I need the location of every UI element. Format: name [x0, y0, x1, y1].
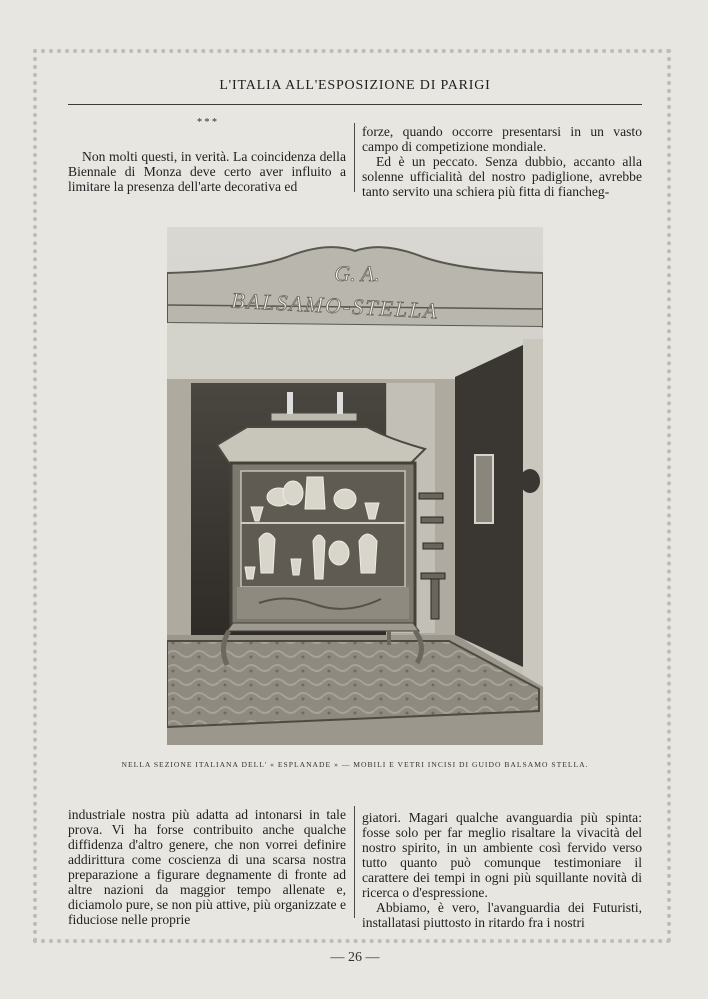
paragraph-opening: Non molti questi, in verità. La coincidenza della Biennale di Monza deve certo aver influito a limitare la presenza dell'arte decorativa ed [68, 149, 346, 194]
paragraph-peccato: Ed è un peccato. Senza dubbio, accanto alla solenne ufficialità del nostro padiglione, avrebbe tanto servito una schiera più fitta di fiancheg- [362, 154, 642, 199]
bottom-right-column [362, 810, 642, 930]
paragraph-abbiamo: Abbiamo, è vero, l'avanguardia dei Futuristi, installatasi piuttosto in ritardo fra i nostri [362, 900, 642, 930]
sign-name: BALSAMO-STELLA [230, 287, 440, 324]
paragraph-giatori: giatori. Magari qualche avanguardia più spinta: fosse solo per far meglio risaltare la vivacità del nostro spirito, in un ambiente così fervido verso tutto quanto può comunque testimoniare il carattere dei tempi in ogni più squillante novità di ricerca o d'espressione. [362, 810, 642, 900]
exhibit-photograph [167, 227, 543, 745]
asterism: * * * [197, 117, 217, 128]
bottom-left-column [68, 807, 346, 927]
paragraph-continuation: forze, quando occorre presentarsi in un vasto campo di competizione mondiale. [362, 124, 642, 154]
running-header: L'ITALIA ALL'ESPOSIZIONE DI PARIGI [219, 78, 491, 93]
header-rule [68, 104, 642, 105]
paragraph-industriale: industriale nostra più adatta ad intonarsi in tale prova. Vi ha forse contribuito anche qualche diffidenza d'altro genere, che non vorrei definire addirittura come coscienza di una scarsa nostra preparazione a figurare degnamente di fronte ad altre nazioni da maggior tempo allenate e, diciamolo pure, se non più attive, più organizzate e fiduciose nelle proprie [68, 807, 346, 927]
column-divider-bottom [354, 806, 355, 918]
page-number: — 26 — [330, 950, 380, 965]
top-right-column [362, 124, 642, 199]
top-left-column [68, 149, 346, 194]
photo-caption: NELLA SEZIONE ITALIANA DELL' « ESPLANADE » — MOBILI E VETRI INCISI DI GUIDO BALSAMO STELLA. [121, 760, 589, 769]
sign-initials: G. A. [334, 261, 380, 286]
column-divider-top [354, 123, 355, 192]
